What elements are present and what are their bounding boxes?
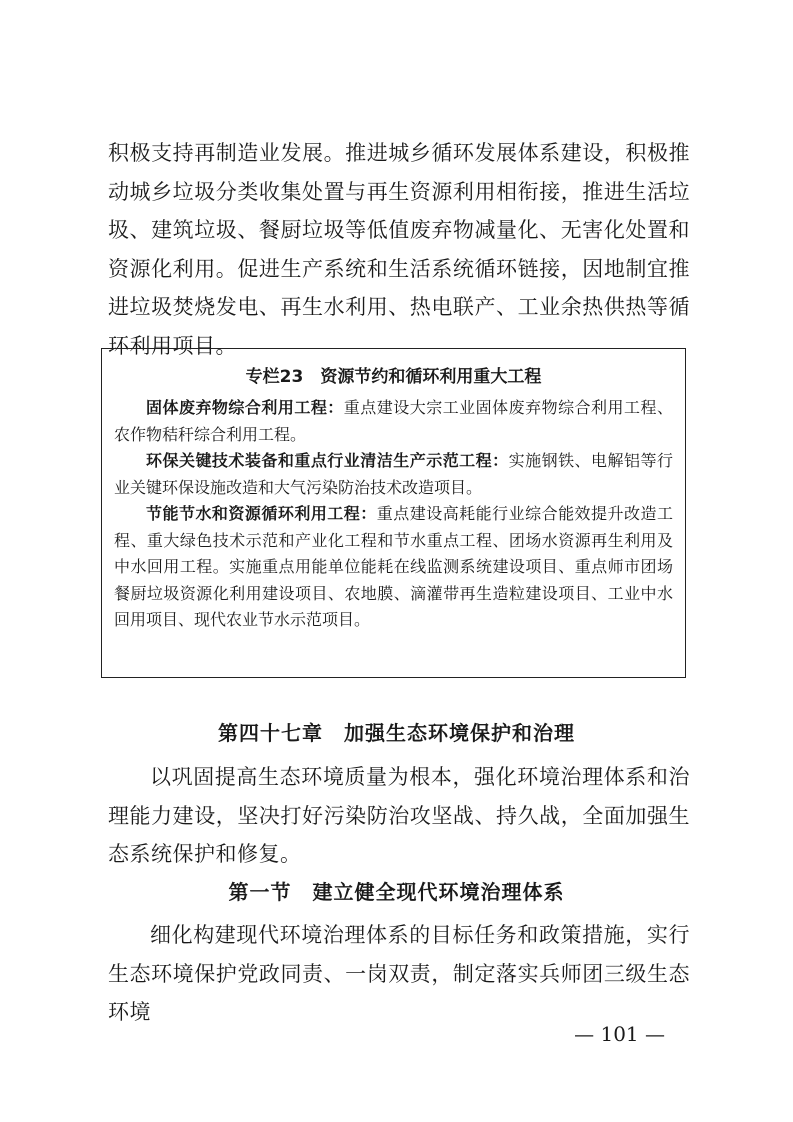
- column-item-text: 重点建设高耗能行业综合能效提升改造工程、重大绿色技术示范和产业化工程和节水重点工程、团场水资源再生利用及中水回用工程。实施重点用能单位能耗在线监测系统建设项目、重点师市团场餐厨垃圾资源化利用建设项目、农地膜、滴灌带再生造粒建设项目、工业中水回用项目、现代农业节水示范项目。: [114, 504, 673, 629]
- column-item: [114, 448, 673, 501]
- intro-paragraph: 积极支持再制造业发展。推进城乡循环发展体系建设，积极推动城乡垃圾分类收集处置与再生资源利用相衔接，推进生活垃圾、建筑垃圾、餐厨垃圾等低值废弃物减量化、无害化处置和资源化利用。促进生产系统和生活系统循环链接，因地制宜推进垃圾焚烧发电、再生水利用、热电联产、工业余热供热等循环利用项目。: [108, 141, 690, 358]
- column-item-lead: 节能节水和资源循环利用工程：: [146, 504, 377, 523]
- section-heading: 第一节 建立健全现代环境治理体系: [228, 880, 565, 904]
- column-item-lead: 环保关键技术装备和重点行业清洁生产示范工程：: [146, 451, 509, 470]
- page-number: — 101 —: [574, 1022, 665, 1046]
- column-item-text: 实施钢铁、电解铝等行业关键环保设施改造和大气污染防治技术改造项目。: [114, 451, 673, 497]
- section-paragraph: 细化构建现代环境治理体系的目标任务和政策措施，实行生态环境保护党政同责、一岗双责，制定落实兵师团三级生态环境: [108, 923, 690, 1024]
- chapter-heading: 第四十七章 加强生态环境保护和治理: [218, 721, 575, 745]
- column-item-lead: 固体废弃物综合利用工程：: [146, 398, 344, 417]
- column-item: [114, 395, 673, 448]
- chapter-paragraph: 以巩固提高生态环境质量为根本，强化环境治理体系和治理能力建设，坚决打好污染防治攻坚战、持久战，全面加强生态系统保护和修复。: [108, 765, 690, 866]
- column-item: [114, 501, 673, 634]
- column-item-text: 重点建设大宗工业固体废弃物综合利用工程、农作物秸秆综合利用工程。: [114, 398, 673, 444]
- column-box: [101, 348, 686, 678]
- column-box-title: 专栏23 资源节约和循环利用重大工程: [245, 367, 542, 387]
